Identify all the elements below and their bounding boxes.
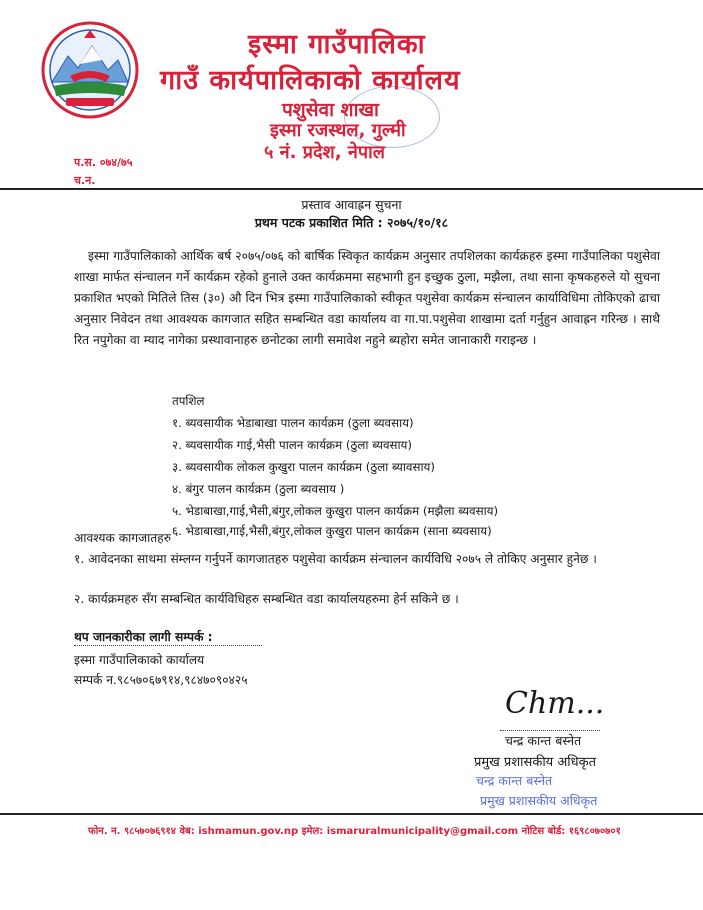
office-name: गाउँ कार्यपालिकाको कार्यालय <box>160 65 461 96</box>
province-line: ५ नं. प्रदेश, नेपाल <box>264 142 385 163</box>
document-item: १. आवेदनका साथमा संम्लग्न गर्नुपर्ने कागजातहरु पशुसेवा कार्यक्रम संन्चालन कार्यविधि २०७५ ले तोकिए अनुसार हुनेछ । <box>74 552 597 566</box>
signatory-designation: प्रमुख प्रशासकीय अधिकृत <box>474 755 597 770</box>
reference-number: प.स. ०७४/७५ <box>74 156 133 169</box>
footer-contact: फोन. न. ९८५७०७६९१४ वेब: ishmamun.gov.np इमेल: ismaruralmunicipality@gmail.com नोटिस बोर्ड: १६९८०७०७०१ <box>88 826 621 837</box>
tapsil-item: २. ब्यवसायीक गाई,भैसी पालन कार्यक्रम (ठुला ब्यवसाय) <box>172 438 412 452</box>
address-line: इस्मा रजस्थल, गुल्मी <box>270 120 406 141</box>
contact-office: इस्मा गाउँपालिकाको कार्यालय <box>74 653 205 667</box>
notice-date: प्रथम पटक प्रकाशित मिति : २०७५/१०/१८ <box>254 215 449 230</box>
dispatch-number: च.न. <box>74 174 96 187</box>
tapsil-label: तपशिल <box>172 394 205 408</box>
tapsil-item: १. ब्यवसायीक भेडाबाखा पालन कार्यक्रम (ठुला ब्यवसाय) <box>172 416 414 430</box>
header-divider <box>0 188 703 190</box>
contact-label: थप जानकारीका लागी सम्पर्क : <box>74 630 213 644</box>
tapsil-item: ४. बंगुर पालन कार्यक्रम (ठुला ब्यवसाय ) <box>172 482 345 496</box>
nepal-emblem-logo <box>40 20 140 120</box>
tapsil-item: ५. भेडाबाखा,गाई,भैसी,बंगुर,लोकल कुखुरा पालन कार्यक्रम (मझैला ब्यवसाय) <box>172 504 499 518</box>
name-stamp: चन्द्र कान्त बस्नेत <box>476 773 553 788</box>
document-item: २. कार्यक्रमहरु सँग सम्बन्धित कार्यविधिहरु सम्बन्धित वडा कार्यालयहरुमा हेर्न सकिने छ । <box>74 592 459 606</box>
contact-phone: सम्पर्क न.९८५७०६७९१४,९८४७०९०४२५ <box>74 673 248 687</box>
municipality-name: इस्मा गाउँपालिका <box>248 29 426 60</box>
tapsil-item: ६. भेडाबाखा,गाई,भैसी,बंगुर,लोकल कुखुरा पालन कार्यक्रम (साना ब्यवसाय) <box>172 524 492 538</box>
signatory-name: चन्द्र कान्त बस्नेत <box>505 733 582 748</box>
footer-divider <box>0 813 703 815</box>
notice-title: प्रस्ताव आवाह्रन सुचना <box>301 197 402 212</box>
designation-stamp: प्रमुख प्रशासकीय अधिकृत <box>480 793 598 808</box>
tapsil-item: ३. ब्यवसायीक लोकल कुखुरा पालन कार्यक्रम (ठुला ब्यावसाय) <box>172 460 435 474</box>
contact-underline <box>74 645 262 646</box>
notice-paragraph: इस्मा गाउँपालिकाको आर्थिक बर्ष २०७५/०७६ को बार्षिक स्विकृत कार्यक्रम अनुसार तपशिलका कार्यक्रहरु इस्मा गाउँपालिका पशुसेवा शाखा मार्फत संन्चालन गर्ने कार्यक्रम रहेको हुनाले उक्त कार्यक्रममा सहभागी हुन इच्छुक ठुला, मझैला, तथा साना कृषकहरुले यो सुचना प्रकाशित भएको मितिले तिस (३०) औ दिन भित्र इस्मा गाउँपालिकाको स्वीकृत पशुसेवा कार्यक्रम संन्चालन कार्याविधिमा तोकिएको ढाचा अनुसार निवेदन तथा आवश्यक कागजात सहित सम्बन्धित वडा कार्यालय वा गा.पा.पशुसेवा शाखामा दर्ता गर्नुहुन आवाह्रन गरिन्छ । साथै रित नपुगेका वा म्याद नागेका प्रस्थावानाहरु छनोटका लागी समावेश नहुने ब्यहोरा समेत जानाकारी गराइन्छ । <box>74 249 660 347</box>
section-name: पशुसेवा शाखा <box>282 99 379 121</box>
documents-label: आवश्यक कागजातहरु <box>74 531 171 545</box>
signature-scribble: Chm... <box>505 686 605 721</box>
signature-line <box>500 730 600 731</box>
